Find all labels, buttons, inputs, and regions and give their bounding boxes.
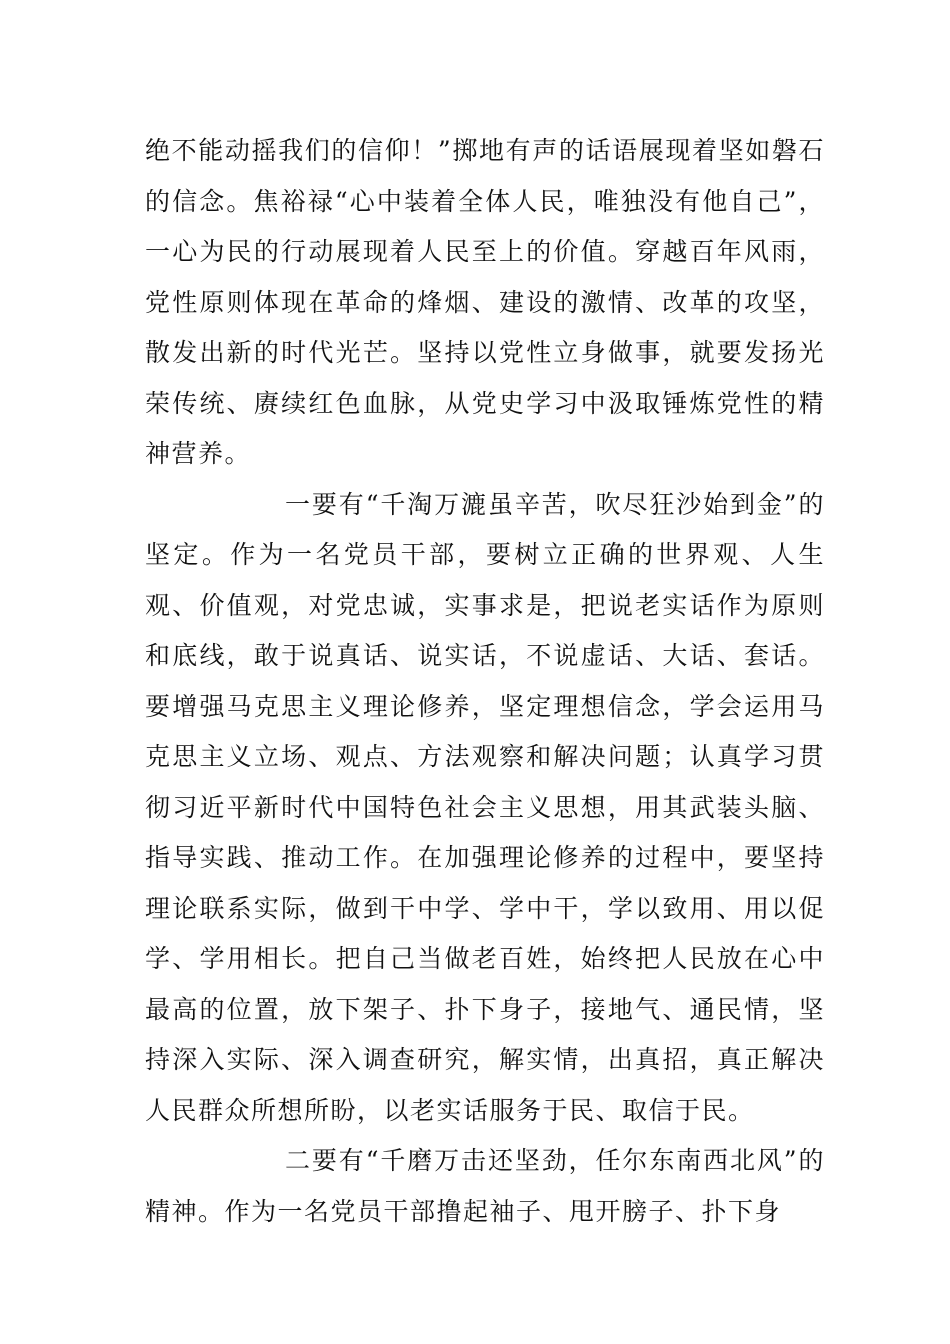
paragraph-second-requirement: 二要有“千磨万击还坚劲，任尔东南西北风”的精神。作为一名党员干部撸起袖子、甩开膀子、扑下身 [145,1146,825,1226]
paragraph-first-requirement: 一要有“千淘万漉虽辛苦，吹尽狂沙始到金”的坚定。作为一名党员干部，要树立正确的世界观、人生观、价值观，对党忠诚，实事求是，把说老实话作为原则和底线，敢于说真话、说实话，不说虚话、大话、套话。要增强马克思主义理论修养，坚定理想信念，学会运用马克思主义立场、观点、方法观察和解决问题；认真学习贯彻习近平新时代中国特色社会主义思想，用其武装头脑、指导实践、推动工作。在加强理论修养的过程中，要坚持理论联系实际，做到干中学、学中干，学以致用、用以促学、学用相长。把自己当做老百姓，始终把人民放在心中最高的位置，放下架子、扑下身子，接地气、通民情，坚持深入实际、深入调查研究，解实情，出真招，真正解决人民群众所想所盼，以老实话服务于民、取信于民。 [145,489,825,1125]
document-body [145,126,825,1237]
paragraph-continuation: 绝不能动摇我们的信仰！”掷地有声的话语展现着坚如磐石的信念。焦裕禄“心中装着全体人民，唯独没有他自己”，一心为民的行动展现着人民至上的价值。穿越百年风雨，党性原则体现在革命的烽烟、建设的激情、改革的攻坚，散发出新的时代光芒。坚持以党性立身做事，就要发扬光荣传统、赓续红色血脉，从党史学习中汲取锤炼党性的精神营养。 [145,136,825,468]
